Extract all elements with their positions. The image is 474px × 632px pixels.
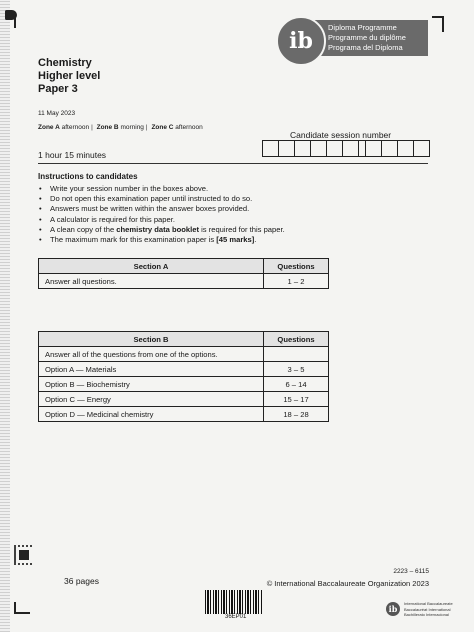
candidate-session-number-boxes[interactable] — [262, 140, 430, 157]
ib-footer-names: International Baccalaureate Baccalauréat International Bachillerato Internacional — [404, 601, 453, 617]
candidate-session-label: Candidate session number — [290, 130, 392, 140]
ib-logo-icon: ib — [276, 16, 326, 66]
ib-footer-logo-icon: ib — [386, 602, 400, 616]
page-count: 36 pages — [64, 576, 99, 586]
barcode-label: 36EP01 — [225, 614, 247, 620]
section-b-header: Section B — [39, 332, 264, 347]
list-item: • Do not open this examination paper until instructed to do so. — [38, 194, 285, 204]
questions-header: Questions — [264, 332, 329, 347]
exam-zones: Zone A afternoon | Zone B morning | Zone C afternoon — [38, 124, 203, 131]
scan-edge-strip — [0, 0, 10, 632]
table-row: Option D — Medicinal chemistry 18 – 28 — [39, 407, 329, 422]
questions-header: Questions — [264, 259, 329, 274]
exam-title — [38, 57, 100, 96]
paper-number: Paper 3 — [38, 83, 78, 95]
table-row: Option B — Biochemistry 6 – 14 — [39, 377, 329, 392]
section-a-header: Section A — [39, 259, 264, 274]
corner-mark-top-right — [432, 16, 444, 32]
list-item: • The maximum mark for this examination paper is [45 marks]. — [38, 235, 285, 245]
list-item: • Write your session number in the boxes above. — [38, 184, 285, 194]
exam-duration: 1 hour 15 minutes — [38, 150, 107, 160]
instructions-list — [38, 184, 285, 245]
section-b-table — [38, 331, 329, 422]
exam-date: 11 May 2023 — [38, 110, 76, 117]
qr-code-center — [16, 547, 32, 563]
table-row: Answer all of the questions from one of the options. — [39, 347, 329, 362]
copyright: © International Baccalaureate Organization 2023 — [266, 579, 429, 588]
list-item: • A clean copy of the chemistry data booklet is required for this paper. — [38, 225, 285, 235]
instructions-heading: Instructions to candidates — [38, 172, 138, 181]
level: Higher level — [38, 70, 101, 82]
table-row: Option A — Materials 3 – 5 — [39, 362, 329, 377]
ib-header-logo — [289, 20, 428, 56]
list-item: • A calculator is required for this paper. — [38, 215, 285, 225]
divider — [38, 163, 428, 164]
subject: Chemistry — [38, 57, 92, 69]
list-item: • Answers must be written within the answer boxes provided. — [38, 204, 285, 214]
table-row: Option C — Energy 15 – 17 — [39, 392, 329, 407]
table-row: Answer all questions. 1 – 2 — [39, 274, 329, 289]
paper-code: 2223 – 6115 — [393, 568, 429, 575]
section-a-table — [38, 258, 329, 289]
corner-mark-top-left — [14, 14, 24, 28]
corner-mark-bottom-left — [14, 602, 30, 614]
barcode-icon — [205, 590, 263, 614]
programme-names: Diploma Programme Programme du diplôme Programa del Diploma — [328, 23, 406, 52]
